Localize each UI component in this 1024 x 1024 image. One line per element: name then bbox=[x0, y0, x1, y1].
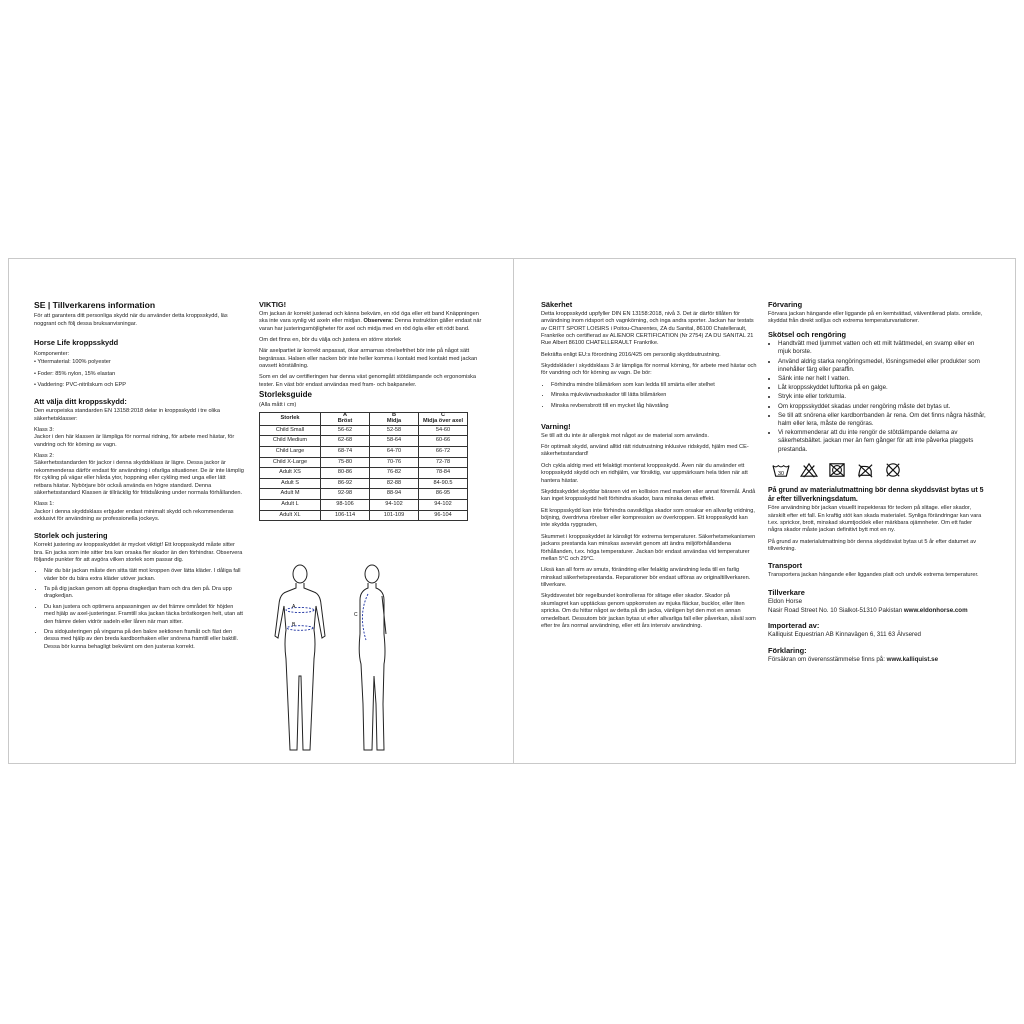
size-table-row bbox=[260, 499, 468, 510]
warning-p: Skyddsskyddet skyddar bäraren vid en kollision med marken eller annat föremål. Ändå kan inget kroppsskydd helt förhindra skador, bara minska deras effekt. bbox=[541, 488, 756, 503]
do-not-tumble-dry-icon bbox=[828, 462, 846, 478]
size-table-cell: 70-76 bbox=[370, 457, 419, 468]
care-point: • Vi rekommenderar att du inte rengör de stötdämpande delarna av säkerhetsbältet. jackan mer än fem gånger för att inte påverka plaggets prestanda. bbox=[778, 429, 986, 454]
size-table-cell: Adult XL bbox=[260, 510, 321, 521]
size-table-cell: 80-86 bbox=[321, 468, 370, 479]
care-point: • Sänk inte ner helt I vatten. bbox=[778, 375, 986, 383]
important-heading: VIKTIG! bbox=[259, 300, 287, 309]
size-table-cell: 82-88 bbox=[370, 478, 419, 489]
size-table-cell: Child Small bbox=[260, 425, 321, 436]
size-table-row bbox=[260, 468, 468, 479]
safety-p2: Bekräfta enligt EU:s förordning 2016/425 om personlig skyddsutrustning. bbox=[541, 351, 721, 358]
importer-text: Kalliquist Equestrian AB Kinnavägen 6, 311 63 Älvsered bbox=[768, 631, 921, 639]
measurement-figures bbox=[268, 564, 408, 756]
col-chest: A Bröst bbox=[321, 413, 370, 426]
size-table-cell: 76-82 bbox=[370, 468, 419, 479]
warning-p: För optimalt skydd, använd alltid rätt ridutrustning inklusive ridskydd, hjälm med CE-säkerhetsstandard! bbox=[541, 444, 749, 458]
class-1-text: Klass 1: Jackor i denna skyddsklass erbjuder endast minimalt skydd och rekommenderas exklusivt för användning av professionella jockeys. bbox=[34, 501, 234, 522]
size-table-cell: 56-62 bbox=[321, 425, 370, 436]
size-table-cell: Adult S bbox=[260, 478, 321, 489]
col-waist-over-shoulder: C Midja över axel bbox=[419, 413, 468, 426]
size-table-cell: Child Medium bbox=[260, 436, 321, 447]
size-table-cell: 84-90.5 bbox=[419, 478, 468, 489]
size-table-cell: 68-74 bbox=[321, 446, 370, 457]
fit-point: • Dra sidojusteringen på vingarna på den bakre sektionen framåt och fäst den dessa med hjälp av den breda kardborrhaken eller snörena framtill eller baktill. Dessa bör kunna behagligt bekvämt om den justeras korrekt. bbox=[44, 629, 244, 651]
class-3-text: Klass 3: Jackor i den här klassen är lämpliga för normal ridning, för arbete med hästar, för vandring och för körning av vagn. bbox=[34, 426, 235, 448]
declaration-heading: Förklaring: bbox=[768, 645, 807, 655]
fit-point: • Ta på dig jackan genom att öppna dragkedjan fram och dra den på. Dra upp dragkedjan. bbox=[44, 586, 244, 601]
important-p2: Om det finns en, bör du välja och justera en större storlek bbox=[259, 336, 402, 343]
size-table-cell: Child X-Large bbox=[260, 457, 321, 468]
size-table-row bbox=[260, 510, 468, 521]
size-table-cell: Adult M bbox=[260, 489, 321, 500]
size-table-row bbox=[260, 436, 468, 447]
size-table bbox=[259, 412, 468, 521]
safety-point: • Förhindra mindre blåmärken som kan ledda till smärta eller stelhet bbox=[551, 382, 757, 389]
warning-p: Skummet i kroppsskyddet är känsligt för extrema temperaturer. Säkerhetsmekanismen jackans prestanda kan minskas avsevärt genom att ändra miljöförhållandena förhållanden, t.ex. höga temperaturer. Jackan bör endast användas vid temperaturer mellan 5°C och 29°C. bbox=[541, 533, 756, 562]
care-point: • Om kroppsskyddet skadas under rengöring måste det bytas ut. bbox=[778, 403, 986, 411]
choose-intro: Den europeiska standarden EN 13158:2018 delar in kroppsskydd i tre olika säkerhetsklasser: bbox=[34, 408, 220, 422]
size-table-row bbox=[260, 478, 468, 489]
front-figure bbox=[275, 565, 325, 750]
size-table-cell: 64-70 bbox=[370, 446, 419, 457]
left-column-1 bbox=[34, 300, 244, 655]
hand-wash-30-icon bbox=[772, 462, 790, 478]
size-table-cell: 96-104 bbox=[419, 510, 468, 521]
manufacturer-website-link[interactable]: www.eldonhorse.com bbox=[903, 606, 968, 614]
right-column-2 bbox=[768, 300, 986, 669]
care-point: • Låt kroppsskyddet lufttorka på en galge. bbox=[778, 384, 986, 392]
size-table-cell: Child Large bbox=[260, 446, 321, 457]
svg-text:30: 30 bbox=[778, 470, 784, 477]
transport-heading: Transport bbox=[768, 561, 803, 571]
size-table-cell: 98-106 bbox=[321, 499, 370, 510]
care-point: • Använd aldrig starka rengöringsmedel, lösningsmedel eller produkter som innehåller färg eller paraffin. bbox=[778, 358, 986, 374]
figure-label-a: A bbox=[292, 604, 296, 610]
side-figure bbox=[359, 565, 386, 750]
component-item: • Vaddering: PVC-nitrilskum och EPP bbox=[34, 381, 127, 388]
do-not-iron-icon bbox=[856, 462, 874, 478]
size-table-cell: Adult XS bbox=[260, 468, 321, 479]
fit-intro: Korrekt justering av kroppsskyddet är mycket viktigt! Ett kroppsskydd måste sitter bra. En jacka som inte sitter bra kan orsaka fler skador än den förhindrar. Observera följande punkter för att avgöra vilken storlek som passar dig. bbox=[34, 542, 243, 563]
replace-heading: På grund av materialutmattning bör denna skyddsväst bytas ut 5 år efter tillverkningsdatum. bbox=[768, 486, 984, 503]
size-table-cell: 86-92 bbox=[321, 478, 370, 489]
care-icons bbox=[772, 462, 986, 478]
warning-p: Skyddsvestet bör regelbundet kontrolleras för slitage eller skador. Skador på skumlagret kan upptäckas genom uppkomsten av mjuka fläckar, bucklor, eller liten spricka. Om du hittar något av detta på din jacka, vänligen byt den mot en annan omedelbart. Dessutom bör jackan bytas ut efter allvarliga fall eller påverkan, såväl som efter tre års normal användning, eller ett års intensiv användning. bbox=[541, 593, 756, 629]
warning-p: Se till att du inte är allergisk mot något av de material som används. bbox=[541, 432, 709, 439]
declaration-text: Försäkran om överensstämmelse finns på: www.kalliquist.se bbox=[768, 656, 939, 664]
manufacturer-name: Eldon Horse bbox=[768, 598, 803, 606]
fit-point: • När du bär jackan måste den sitta tätt mot kroppen över lätta kläder. I dåliga fall väder bör du bära extra kläder utöver jackan. bbox=[44, 568, 244, 583]
size-table-row bbox=[260, 425, 468, 436]
size-table-cell: 86-95 bbox=[419, 489, 468, 500]
size-table-cell: 54-60 bbox=[419, 425, 468, 436]
components-label: Komponenter: bbox=[34, 350, 70, 357]
declaration-website-link[interactable]: www.kalliquist.se bbox=[886, 656, 939, 664]
col-waist: B Midja bbox=[370, 413, 419, 426]
size-table-cell: 78-84 bbox=[419, 468, 468, 479]
safety-p3: Skyddskläder i skyddsklass 3 är lämpliga för normal körning, för arbete med hästar och för vandring och för körning av vagn. De bör: bbox=[541, 363, 757, 377]
size-guide-heading: Storleksguide bbox=[259, 390, 312, 400]
storage-text: Förvara jackan hängande eller liggande på en kemtvättad, välventilerad plats. område, skyddat från direkt solljus och extrema temperaturvariationer. bbox=[768, 310, 983, 325]
fit-list bbox=[34, 568, 244, 651]
fit-heading: Storlek och justering bbox=[34, 531, 108, 541]
fit-point: • Du kan justera och optimera anpassningen av det främre området för höjden med hjälp av axel-justeringar. Framtill ska jackan täcka bröstkorgen helt, utan att den främre delen vidrör sadeln eller låren när man sitter. bbox=[44, 604, 244, 626]
importer-heading: Importerad av: bbox=[768, 620, 820, 630]
product-title: Horse Life kroppsskydd bbox=[34, 338, 119, 348]
size-guide-subtitle: (Alla mått i cm) bbox=[259, 401, 297, 408]
manufacturer-address: Nasir Road Street No. 10 Sialkot-51310 Pakistan www.eldonhorse.com bbox=[768, 606, 968, 614]
size-table-cell: 72-78 bbox=[419, 457, 468, 468]
size-table-row bbox=[260, 489, 468, 500]
do-not-dry-clean-icon bbox=[884, 462, 902, 478]
size-table-cell: 88-94 bbox=[370, 489, 419, 500]
safety-point: • Minska revbensbrott till en mycket låg hävstång bbox=[551, 403, 757, 410]
component-item: • Yttermaterial: 100% polyester bbox=[34, 359, 111, 366]
size-table-cell: 92-98 bbox=[321, 489, 370, 500]
care-list bbox=[768, 340, 986, 453]
size-table-cell: Adult L bbox=[260, 499, 321, 510]
warning-p: Och cykla aldrig med ett felaktigt monterat kroppsskydd. Även när du använder ett kroppsskydd skydd och en ridhjälm, var försiktig, var uppmärksam hela tiden när att hantera hästar. bbox=[541, 462, 748, 484]
safety-heading: Säkerhet bbox=[541, 300, 573, 309]
care-point: • Handtvätt med ljummet vatten och ett milt tvättmedel, en svamp eller en mjuk borste. bbox=[778, 340, 986, 356]
manufacturer-heading: Tillverkare bbox=[768, 587, 805, 597]
size-table-cell: 52-58 bbox=[370, 425, 419, 436]
size-table-cell: 94-102 bbox=[370, 499, 419, 510]
size-table-cell: 101-109 bbox=[370, 510, 419, 521]
component-item: • Foder: 85% nylon, 15% elastan bbox=[34, 370, 116, 377]
transport-text: Transportera jackan hängande eller liggandes platt och undvik extrema temperaturer. bbox=[768, 572, 979, 579]
manufacturer-info-heading: SE | Tillverkarens information bbox=[34, 300, 156, 310]
safety-p1: Detta kroppsskydd uppfyller DIN EN 13158:2018, nivå 3. Det är därför tillåten för användning inom ridsport och vagnkörning, och inga andra sporter. Jackan har testats av CRITT SPORT LOISIRS i Poitou-Charentes, ZA du Sanital, 86100 Chatellerault, Frankrike och certifierad av ALIENOR CERTIFICATION (Nr 2754) ZA DU SANITAL 21 Rue Albert 86100 CHATELLERAULT Frankrike. bbox=[541, 310, 754, 347]
left-column-2 bbox=[259, 300, 487, 521]
important-p1: Om jackan är korrekt justerad och känns bekväm, en röd öga eller ett band Knäppningen ska inte vara synlig vid axeln eller midjan. Observera: Denna instruktion gäller endast när varan har justeringsmöjligheter för axel och midja med en röd ögla eller ett rödt band. bbox=[259, 310, 482, 332]
replace-p2: På grund av materialutmattning bör denna skyddsväst bytas ut 5 år efter datumet av tillverkning. bbox=[768, 538, 977, 553]
size-table-cell: 75-80 bbox=[321, 457, 370, 468]
choose-heading: Att välja ditt kroppsskydd: bbox=[34, 397, 127, 407]
safety-list bbox=[541, 382, 757, 410]
size-table-cell: 62-68 bbox=[321, 436, 370, 447]
size-table-row bbox=[260, 457, 468, 468]
class-2-text: Klass 2: Säkerhetsstandarden för jackor i denna skyddsklass är lägre. Dessa jackor är rekommenderas därför endast för användning i ofarliga situationer. De är inte lämplig för cykling på vägar eller hårda ytor, hoppning eller cykling med unga eller lätt retbara hästar. Nybörjare bör också använda en högre standard. Denna säkerhetsstandard Klassen är tillräcklig för fritidsåkning under normala förhållanden. bbox=[34, 453, 244, 496]
warning-p: Ett kroppsskydd kan inte förhindra oavsiktliga skador som orsakar en allvarlig vridning, böjning, överdrivna rörelser eller kompression av överkroppen. Ett kroppsskydd kan inte skydda ryggraden, bbox=[541, 507, 755, 529]
storage-heading: Förvaring bbox=[768, 300, 803, 309]
care-point: • Se till att snörena eller kardborrbanden är rena. Om det finns några hästhår, halm eller lera, måste de rengöras. bbox=[778, 412, 986, 428]
care-heading: Skötsel och rengöring bbox=[768, 329, 847, 339]
size-table-cell: 106-114 bbox=[321, 510, 370, 521]
warning-p: Liksä kan all form av smuts, förändring eller felaktig användning leda till en farlig minskad säkerhetsprestanda. Reparationer bör endast utföras av originaltillverkaren. tillverkare. bbox=[541, 567, 751, 589]
size-table-header bbox=[260, 413, 468, 426]
do-not-bleach-icon bbox=[800, 462, 818, 478]
col-size: Storlek bbox=[260, 413, 321, 426]
figure-label-b: B bbox=[292, 622, 296, 628]
important-p3: När axelpartiet är korrekt anpassat, ökar armarnas rörelsefrihet bör inte på något sätt begränsas. Halsen eller nacken bör inte heller komma i kontakt med kontakt med jackan oavsett körställning. bbox=[259, 348, 478, 370]
warning-heading: Varning! bbox=[541, 421, 571, 431]
size-table-cell: 66-72 bbox=[419, 446, 468, 457]
replace-p1: Före användning bör jackan visuellt inspekteras för tecken på slitage. eller skador, särskilt efter ett fall. En kraftig stöt kan skada materialet. Synliga förändringar kan vara t.ex. sprickor, brott, minskad skumtjocklek eller märkbara ojämnheter. Om ett fader några skador måste jackan definitivt bytt mot en ny. bbox=[768, 505, 982, 534]
intro-text: För att garantera ditt personliga skydd när du använder detta kroppsskydd, läs noggrant och följ dessa bruksanvisningar. bbox=[34, 313, 228, 327]
safety-point: • Minska mjukvävnadsskador till lätta blåmärken bbox=[551, 392, 757, 399]
figure-label-c: C bbox=[354, 612, 358, 618]
important-p4: Som en del av certifieringen har denna väst genomgått stötdämpande och ergonomiska tester. En väst bör endast användas med fram- och bakpaneler. bbox=[259, 374, 477, 388]
size-table-row bbox=[260, 446, 468, 457]
size-table-cell: 58-64 bbox=[370, 436, 419, 447]
care-point: • Stryk inte eller torktumla. bbox=[778, 393, 986, 401]
right-column-1 bbox=[541, 300, 757, 634]
size-table-cell: 94-102 bbox=[419, 499, 468, 510]
size-table-cell: 60-66 bbox=[419, 436, 468, 447]
